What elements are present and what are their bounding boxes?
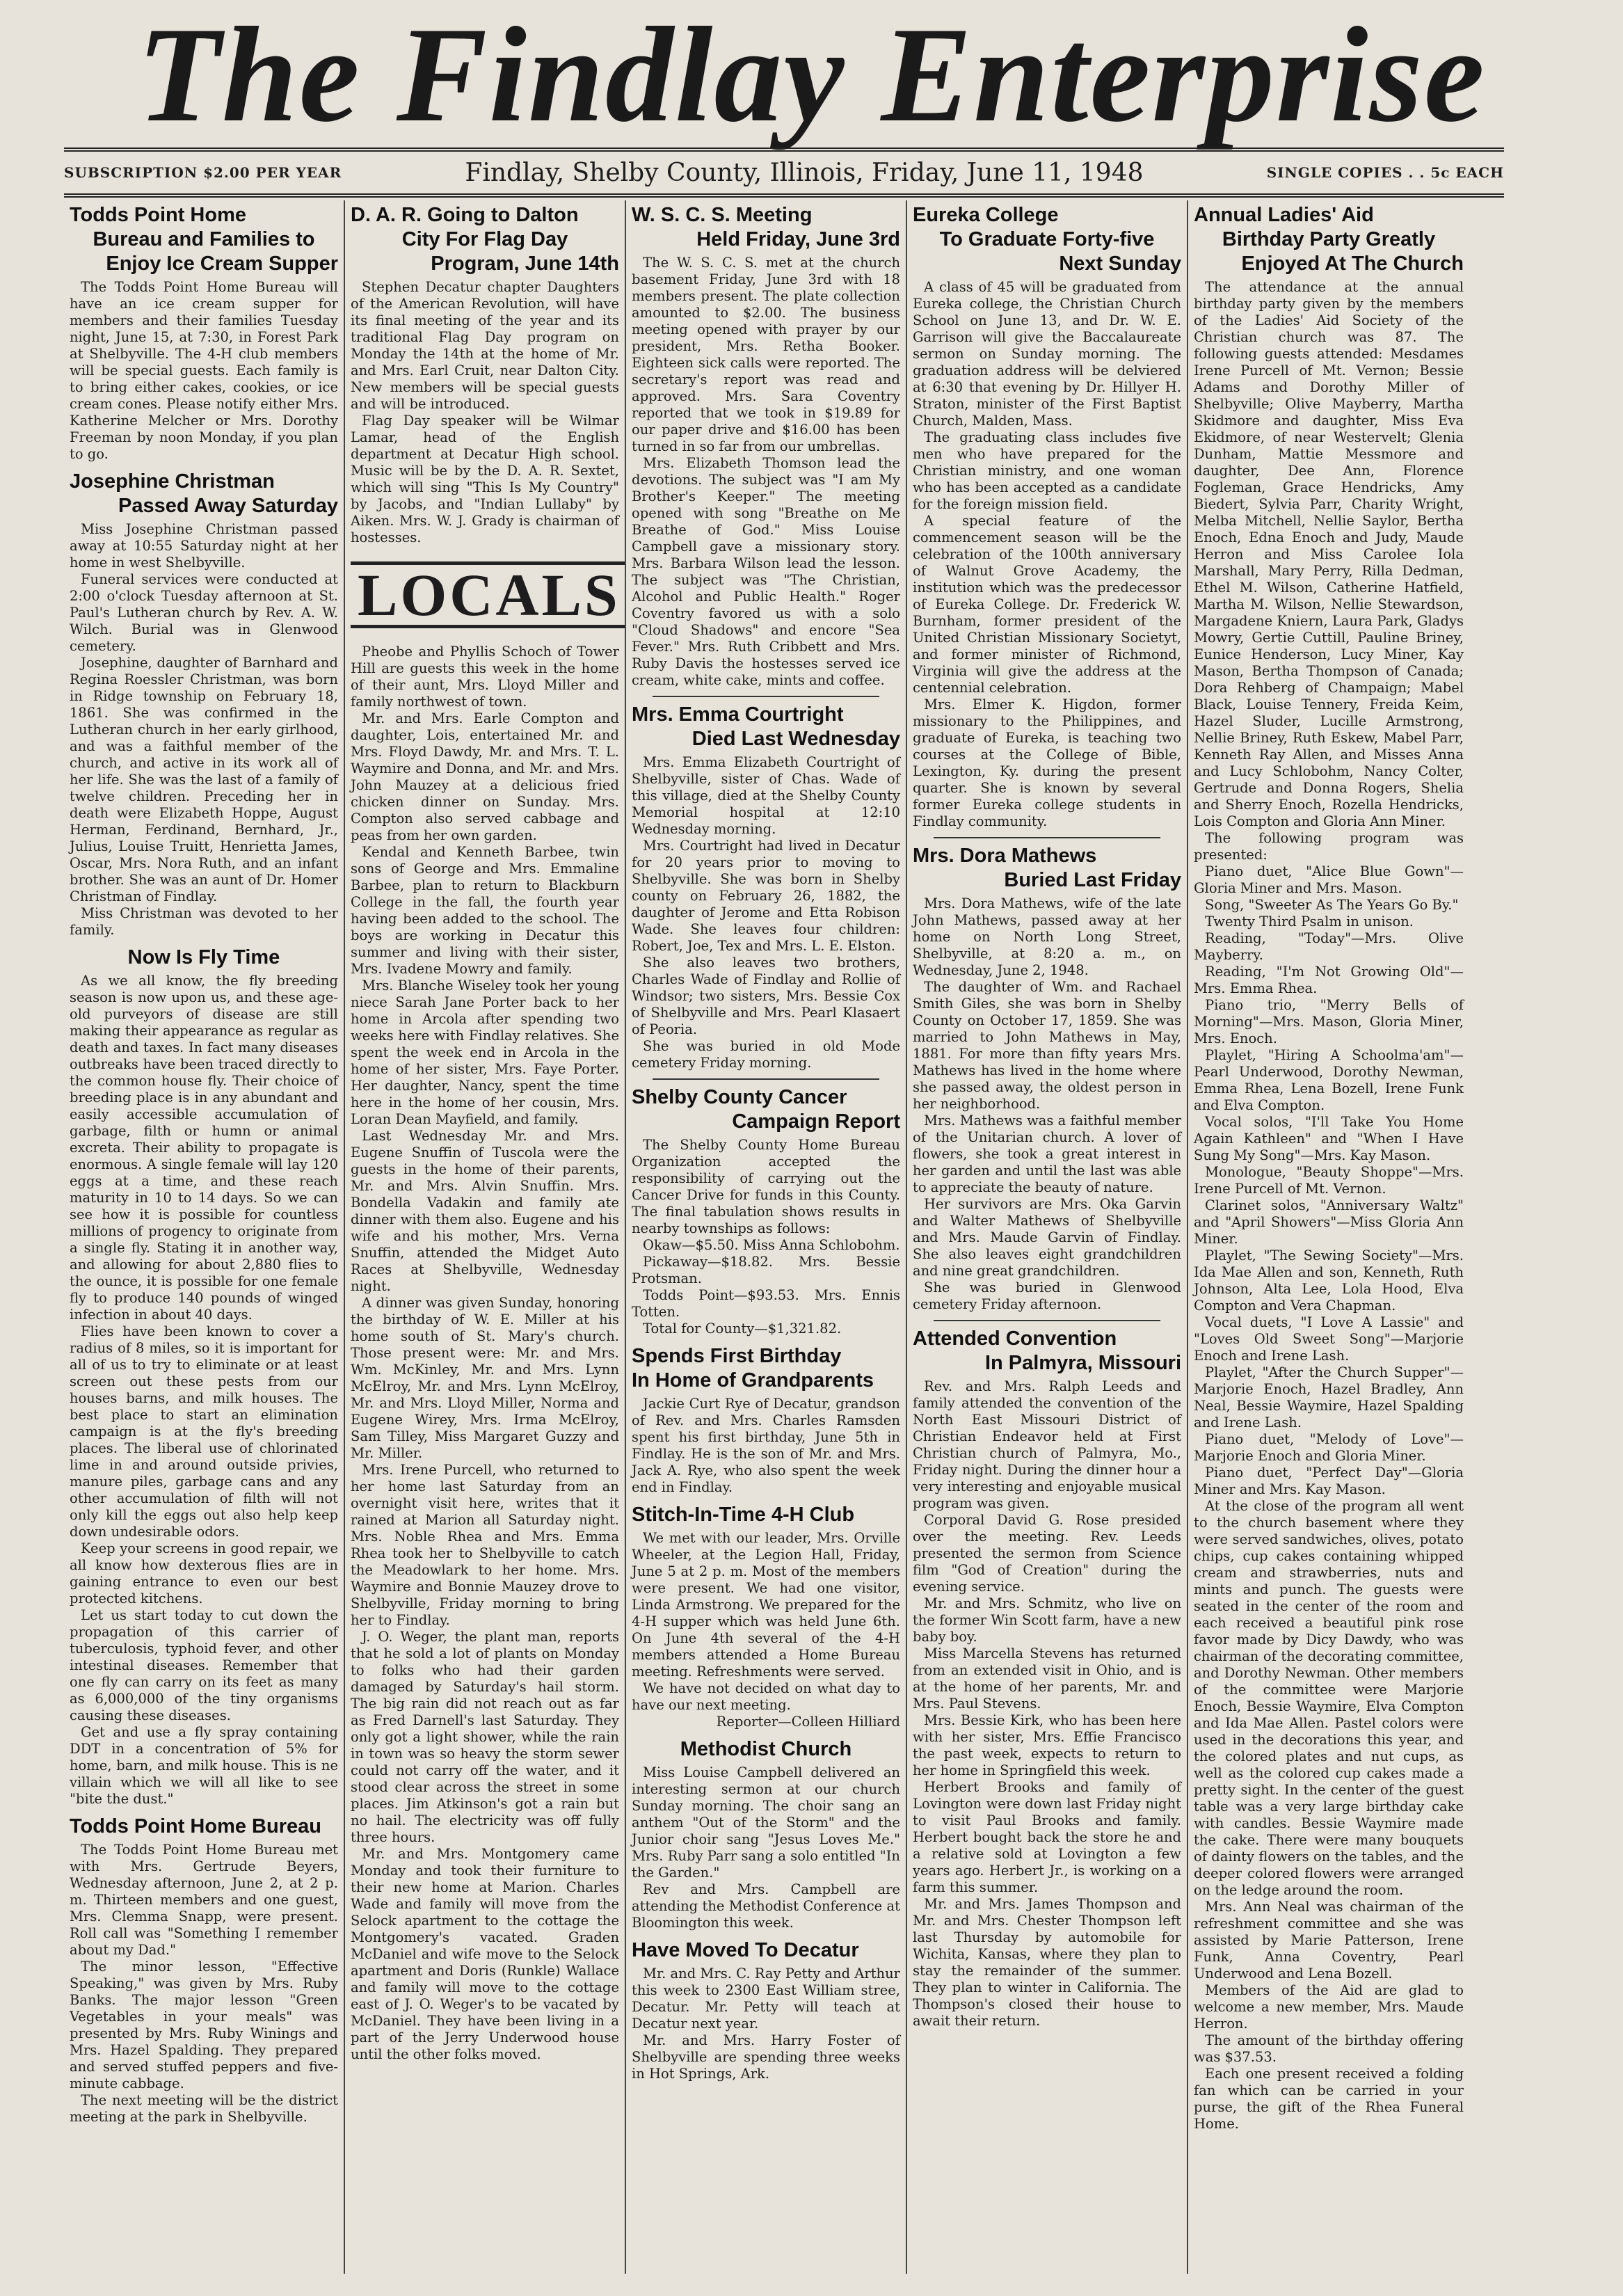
- divider: [653, 1078, 879, 1080]
- masthead: [28, 0, 1595, 150]
- article-fly-time: [70, 946, 338, 1808]
- article-eureka: [913, 203, 1181, 830]
- headline: Attended Convention In Palmyra, Missouri: [913, 1328, 1181, 1374]
- locals-word: LOCALS: [351, 561, 626, 628]
- article-body: Jackie Curt Rye of Decatur, grandson of Rev. and Mrs. Charles Ramsden spent his first birthday, June 5th in Findlay. He is the son of Mr. and Mrs. Jack A. Rye, who also spent the week end in Findlay.: [632, 1396, 900, 1495]
- divider: [934, 837, 1160, 838]
- article-mathews: [913, 844, 1181, 1313]
- dateline-bar: [64, 148, 1504, 198]
- locals-logo: [351, 553, 619, 637]
- headline: Have Moved To Decatur: [632, 1939, 859, 1961]
- article-body: Miss Josephine Christman passed away at 10:55 Saturday night at her home in west Shelbyville. Funeral services were conducted at 2:00 o'clock Tuesday afternoon at St. Paul's Lutheran church by Rev. A. W. Wilch. Burial was in Glenwood cemetery. Josephine, daughter of Barnhard and Regina Roessler Christman, was born in Ridge township on February 18, 1861. She was confirmed in the Lutheran church in her early girlhood, and was a faithful member of the church, and active in its work all of her life. She was the last of a family of twelve children. Preceding her in death were Elizabeth Hoppe, August Herman, Ferdinand, Bernhard, Jr., Julius, Louise Truitt, Henrietta James, Oscar, Mrs. Nora Ruth, and an infant brother. She was an aunt of Dr. Homer Christman of Findlay. Miss Christman was devoted to her family.: [70, 521, 338, 938]
- article-palmyra: [913, 1327, 1181, 2030]
- article-ladies-aid: [1194, 203, 1464, 2132]
- headline: Mrs. Emma Courtright Died Last Wednesday: [632, 703, 900, 750]
- issue-date: Findlay, Shelby County, Illinois, Friday, June 11, 1948: [465, 158, 1144, 187]
- article-wscs: [632, 203, 900, 689]
- page-columns: [64, 200, 1504, 2274]
- article-body: The W. S. C. S. met at the church basement Friday, June 3rd with 18 members present. The plate collection amounted to $2.00. The business meeting opened with prayer by our president, Mrs. Retha Booker. Eighteen sick calls were reported. The secretary's report was read and approved. Mrs. Sara Coventry reported that we took in $19.89 for our paper drive and $16.00 has been turned in so far from our umbrellas. Mrs. Elizabeth Thomson lead the devotions. The subject was "I am My Brother's Keeper." The meeting opened with song "Breathe on Me Breathe of God." Miss Louise Campbell gave a missionary story. Mrs. Barbara Wilson lead the lesson. The subject was "The Christian, Alcohol and Public Health." Roger Coventry favored us with a solo "Cloud Shadows" and encore "Sea Fever." Mrs. Ruth Cribbett and Mrs. Ruby Davis the hostesses served ice cream, white cake, mints and coffee.: [632, 255, 900, 688]
- article-body: Pheobe and Phyllis Schoch of Tower Hill are guests this week in the home of their aunt, Mrs. Lloyd Miller and family northwest of town. Mr. and Mrs. Earle Compton and daughter, Lois, entertained Mr. and Mrs. Floyd Dawdy, Mr. and Mrs. T. L. Waymire and Donna, and Mr. and Mrs. John Mauzey at a delicious fried chicken dinner on Sunday. Mrs. Compton also served cabbage and peas from her own garden. Kendal and Kenneth Barbee, twin sons of George and Mrs. Emmaline Barbee, plan to return to Blackburn College in the fall, the fourth year having been added to the school. The boys are working in Decatur this summer and living with their sister, Mrs. Ivadene Mowry and family. Mrs. Blanche Wiseley took her young niece Sarah Jane Porter back to her home in Arcola after spending two weeks here with Findlay relatives. She spent the week end in Arcola in the home of her sister, Mrs. Faye Porter. Her daughter, Nancy, spent the time here in the home of her cousin, Mrs. Loran Dean Mayfield, and family. Last Wednesday Mr. and Mrs. Eugene Snuffin of Tuscola were the guests in the home of their parents, Mr. and Mrs. Alvin Snuffin. Mrs. Bondella Vadakin and family ate dinner with them also. Eugene and his wife and his mother, Mrs. Verna Snuffin, attended the Midget Auto Races at Shelbyville, Wednesday night. A dinner was given Sunday, honoring the birthday of W. E. Miller at his home south of St. Mary's church. Those present were: Mr. and Mrs. Wm. McKinley, Mr. and Mrs. Lynn McElroy, Mr. and Mrs. Lynn McElroy, Mr. and Mrs. Lloyd Miller, Norma and Eugene Wirey, Mrs. Irma McElroy, Sam Tilley, Miss Margaret Guzzy and Mr. Miller. Mrs. Irene Purcell, who returned to her home last Saturday from an overnight visit here, writes that it rained at Marion all Saturday night. Mrs. Noble Rhea and Mrs. Emma Rhea took her to Shelbyville to catch the Meadowlark to her home. Mrs. Waymire and Bonnie Mauzey drove to Shelbyville, Friday morning to bring her to Findlay. J. O. Weger, the plant man, reports that he sold a lot of plants on Monday to folks who had their garden damaged by Saturday's hail storm. The big rain did not reach out as far as Fred Darnell's last Saturday. They only got a light shower, while the rain in town was so heavy the storm sewer could not carry off the water, and it stood clear across the street in some places. Jim Atkinson's got a rain but no hail. The electricity was off fully three hours. Mr. and Mrs. Montgomery came Monday and took their furniture to their new home at Marion. Charles Wade and family will move from the Selock apartment to the cottage the Montgomery's vacated. Graden McDaniel and wife move to the Selock apartment and Doris (Runkle) Wallace and family will move to the cottage east of J. O. Weger's to be vacated by McDaniel. They have been living in a part of the Jerry Underwood house until the other folks moved.: [351, 644, 619, 2062]
- headline: Annual Ladies' Aid Birthday Party Greatly Enjoyed At The Church: [1194, 204, 1464, 275]
- column-1: [64, 200, 345, 2274]
- headline: Eureka College To Graduate Forty-five Next Sunday: [913, 204, 1181, 275]
- single-copy-price: SINGLE COPIES . . 5c EACH: [1266, 164, 1504, 181]
- article-body: Mrs. Emma Elizabeth Courtright of Shelbyville, sister of Chas. Wade of this village, died at the Shelby County Memorial hospital at 12:10 Wednesday morning. Mrs. Courtright had lived in Decatur for 20 years prior to moving to Shelbyville. She was born in Shelby county on February 26, 1882, the daughter of Jerome and Etta Robison Wade. She leaves four children: Robert, Joe, Tex and Mrs. L. E. Elston. She also leaves two brothers, Charles Wade of Findlay and Rollie of Windsor; two sisters, Mrs. Bessie Cox of Shelbyville and Mrs. Pearl Klasaert of Peoria. She was buried in old Mode cemetery Friday morning.: [632, 754, 900, 1071]
- headline: Josephine Christman Passed Away Saturday: [70, 470, 338, 517]
- article-decatur: [632, 1938, 900, 2082]
- article-locals: [351, 644, 619, 2063]
- article-body: As we all know, the fly breeding season is now upon us, and these age-old purveyors of disease are still making their appearance as regular as death and taxes. In fact many diseases outbreaks have been traced directly to the common house fly. Their choice of breeding place is in any abundant and easily accessible accumulation of garbage, filth or humn or animal excreta. Their ability to propagate is enormous. A single female will lay 120 eggs at a time, and these reach maturity in 10 to 14 days. So we can see how it is possible for countless millions of progency to originate from a single fly. Stating it in another way, and allowing for about 2,880 flies to the ounce, it is possible for one female fly to produce 140 pounds of winged infection in about 40 days. Flies have been known to cover a radius of 8 miles, so it is important for all of us to try to eliminate or at least screen out these pests from our houses barns, and milk houses. The best place to start an elimination campaign is at the fly's breeding places. The liberal use of chlorinated lime in and around outside privies, manure piles, garbage cans and any other accumulation of filth will not only kill the eggs out also help keep down undesirable odors. Keep your screens in good repair, we all know how dexterous flies are in gaining entrance to even our best protected kitchens. Let us start today to cut down the propagation of this carrier of tuberculosis, typhoid fever, and other intestinal diseases. Remember that one fly can carry on its feet as many as 6,000,000 of the tiny organisms causing these diseases. Get and use a fly spray containing DDT in a concentration of 5% for home, barn, and milk house. This is ne villain which we will all like to see "bite the dust.": [70, 973, 338, 1807]
- article-cancer: [632, 1085, 900, 1337]
- headline: Shelby County Cancer Campaign Report: [632, 1086, 900, 1133]
- article-body: Miss Louise Campbell delivered an interesting sermon at our church Sunday morning. The choir sang an anthem "Out of the Storm" and the Junior choir sang "Jesus Loves Me." Mrs. Ruby Parr sang a solo entitled "In the Garden." Rev and Mrs. Campbell are attending the Methodist Conference at Bloomington this week.: [632, 1764, 900, 1931]
- headline: Todds Point Home Bureau and Families to Enjoy Ice Cream Supper: [70, 204, 338, 275]
- article-body: We met with our leader, Mrs. Orville Wheeler, at the Legion Hall, Friday, June 5 at 2 p. m. Most of the members were present. We had one visitor, Linda Armstrong. We prepared for the 4-H supper which was held June 6th. On June 4th several of the 4-H members attended a Home Bureau meeting. Refreshments were served. We have not decided on what day to have our next meeting. Reporter—Colleen Hilliard: [632, 1530, 900, 1730]
- article-body: The Todds Point Home Bureau met with Mrs. Gertrude Beyers, Wednesday afternoon, June 2, at 2 p. m. Thirteen members and one guest, Mrs. Clemma Snapp, were present. Roll call was "Something I remember about my Dad." The minor lesson, "Effective Speaking," was given by Mrs. Ruby Banks. The major lesson "Green Vegetables in your meals" was presented by Mrs. Ruby Winings and Mrs. Hazel Spalding. They prepared and served stuffed peppers and five-minute cabbage. The next meeting will be the district meeting at the park in Shelbyville.: [70, 1842, 338, 2125]
- headline: Methodist Church: [680, 1738, 852, 1760]
- article-christman: [70, 470, 338, 939]
- article-birthday: [632, 1344, 900, 1496]
- article-body: The Todds Point Home Bureau will have an ice cream supper for members and their families Tuesday night, June 15, at 7:30, in Forest Park at Shelbyville. The 4-H club members will be special guests. Each family is to bring either cakes, cookies, or ice cream cones. Please notify either Mrs. Katherine Melcher or Mrs. Dorothy Freeman by noon Monday, if you plan to go.: [70, 279, 338, 462]
- headline: D. A. R. Going to Dalton City For Flag Day Program, June 14th: [351, 204, 619, 275]
- divider: [653, 696, 879, 697]
- article-courtright: [632, 703, 900, 1071]
- article-todds-point: [70, 203, 338, 463]
- article-body: Rev. and Mrs. Ralph Leeds and family attended the convention of the North East Missouri District of Christian Endeavor held at First Christian church of Palmyra, Mo., Friday night. During the dinner hour a very interesting and enjoyable musical program was given. Corporal David G. Rose presided over the meeting. Rev. Leeds presented the sermon from Science film "God of Creation" during the evening service. Mr. and Mrs. Schmitz, who live on the former Win Scott farm, have a new baby boy. Miss Marcella Stevens has returned from an extended visit in Ohio, and is at the home of her parents, Mr. and Mrs. Paul Stevens. Mrs. Bessie Kirk, who has been here with her sister, Mrs. Effie Francisco the past week, expects to return to her home in Springfield this week. Herbert Brooks and family of Lovington were down last Friday night to visit Paul Brooks and family. Herbert bought back the store he and a relative sold at Lovington a few years ago. Herbert Jr., is working on a farm this summer. Mr. and Mrs. James Thompson and Mr. and Mrs. Chester Thompson left last Thursday by automobile for Wichita, Kansas, where they plan to stay the remainder of the summer. They plan to winter in California. The Thompson's closed their house to await their return.: [913, 1378, 1181, 2029]
- headline: Now Is Fly Time: [127, 946, 280, 968]
- article-body: The attendance at the annual birthday party given by the members of the Ladies' Aid Society of the Christian church was 87. The following guests attended: Mesdames Irene Purcell of Mt. Vernon; Bessie Adams and Dorothy Miller of Shelbyville; Olive Mayberry, Martha Skidmore and daughter, Miss Eva Ekidmore, of near Westervelt; Glenia Dunham, Mattie Messmore and daughter, Dee Ann, Florence Fogleman, Grace Hendricks, Amy Biedert, Sylvia Parr, Charity Wright, Melba Mitchell, Nellie Saylor, Bertha Enoch, Edna Enoch and Judy, Maude Herron and Miss Carolee Iola Marshall, Mary Perry, Rilla Dedman, Ethel M. Wilson, Catherine Hatfield, Martha M. Wilson, Nellie Stewardson, Margadene Kniern, Laura Park, Gladys Mowry, Gertie Cuttill, Pauline Briney, Eunice Henderson, Lucy Miner, Kay Mason, Bertha Thompson of Canada; Dora Rehberg of Champaign; Mabel Black, Louise Tennery, Freida Keim, Hazel Sluder, Lucille Armstrong, Nellie Briney, Ruth Eskew, Mabel Parr, Kenneth Ray Allen, and Misses Anna and Lucy Schlobohm, Nancy Colter, Gertrude and Donna Rogers, Shelia and Sherry Enoch, Rozella Hendricks, Lois Compton and Gloria Ann Miner. The following program was presented: Piano duet, "Alice Blue Gown"—Gloria Miner and Mrs. Mason. Song, "Sweeter As The Years Go By." Twenty Third Psalm in unison. Reading, "Today"—Mrs. Olive Mayberry. Reading, "I'm Not Growing Old"—Mrs. Emma Rhea. Piano trio, "Merry Bells of Morning"—Mrs. Mason, Gloria Miner, Mrs. Enoch. Playlet, "Hiring A Schoolma'am"—Pearl Underwood, Dorothy Newman, Emma Rhea, Lena Bozell, Irene Funk and Elva Compton. Vocal solos, "I'll Take You Home Again Kathleen" and "When I Have Sung My Song"—Mrs. Kay Mason. Monologue, "Beauty Shoppe"—Mrs. Irene Purcell of Mt. Vernon. Clarinet solos, "Anniversary Waltz" and "April Showers"—Miss Gloria Ann Miner. Playlet, "The Sewing Society"—Mrs. Ida Mae Allen and son, Kenneth, Ruth Johnson, Alta Lee, Lola Hood, Elva Compton and Vera Chapman. Vocal duets, "I Love A Lassie" and "Loves Old Sweet Song"—Marjorie Enoch and Irene Lash. Playlet, "After the Church Supper"—Marjorie Enoch, Hazel Bradley, Ann Neal, Bessie Waymire, Hazel Spalding and Irene Lash. Piano duet, "Melody of Love"—Marjorie Enoch and Gloria Miner. Piano duet, "Perfect Day"—Gloria Miner and Mrs. Kay Mason. At the close of the program all went to the church basement where they were served sandwiches, olives, potato chips, cup cakes containing whipped cream and strawberries, nuts and mints and punch. The guests were seated in the center of the room and each received a beautiful pink rose favor made by Dicy Dawdy, who was chairman of the decorating committee, and Dorothy Newman. Other members of the committee were Marjorie Enoch, Bessie Waymire, Elva Compton and Ida Mae Allen. Pastel colors were used in the decorations this year, and the colored plates and nut cups, as well as the colored cup cakes made a pretty sight. In the center of the guest table was a very large birthday cake with candles. Bessie Waymire made the cake. There were many bouquets of dainty flowers on the tables, and the deeper colored flowers were arranged on the ledge around the room. Mrs. Ann Neal was chairman of the refreshment committee and she was assisted by Marie Patterson, Irene Funk, Anna Coventry, Pearl Underwood and Lena Bozell. Members of the Aid are glad to welcome a new member, Mrs. Maude Herron. The amount of the birthday offering was $37.53. Each one present received a folding fan which can be carried in your purse, the gift of the Rhea Funeral Home.: [1194, 279, 1464, 2132]
- article-body: The Shelby County Home Bureau Organization accepted the responsibility of carrying out the Cancer Drive for funds in this County. The final tabulation shows results in nearby townships as follows: Okaw—$5.50. Miss Anna Schlobohm. Pickaway—$18.82. Mrs. Bessie Protsman. Todds Point—$93.53. Mrs. Ennis Totten. Total for County—$1,321.82.: [632, 1137, 900, 1337]
- column-3: [626, 200, 907, 2274]
- article-body: Stephen Decatur chapter Daughters of the American Revolution, will have its final meeting of the year and its traditional Flag Day program on Monday the 14th at the home of Mr. and Mrs. Earl Cruit, near Dalton City. New members will be special guests and will be introduced. Flag Day speaker will be Wilmar Lamar, head of the English department at Decatur High school. Music will be by the D. A. R. Sextet, which will sing "This Is My Country" by Jacobs, and "Indian Lullaby" by Aiken. Mrs. W. J. Grady is chairman of hostesses.: [351, 279, 619, 545]
- column-4: [907, 200, 1188, 2274]
- article-methodist: [632, 1737, 900, 1931]
- headline: Todds Point Home Bureau: [70, 1815, 321, 1837]
- article-body: Mrs. Dora Mathews, wife of the late John Mathews, passed away at her home on North Long Street, Shelbyville, at 8:20 a. m., on Wednesday, June 2, 1948. The daughter of Wm. and Rachael Smith Giles, she was born in Shelby County on October 17, 1859. She was married to John Mathews in May, 1881. For more than fifty years Mrs. Mathews has lived in the home where she passed away, the oldest person in her neighborhood. Mrs. Mathews was a faithful member of the Unitarian church. A lover of flowers, she took a great interest in her garden and until the last was able to appreciate the beauty of nature. Her survivors are Mrs. Oka Garvin and Walter Mathews of Shelbyville and Mrs. Maude Garvin of Findlay. She also leaves eight grandchildren and nine great grandchildren. She was buried in Glenwood cemetery Friday afternoon.: [913, 895, 1182, 1312]
- column-2: [345, 200, 626, 2274]
- headline: Mrs. Dora Mathews Buried Last Friday: [913, 845, 1181, 891]
- newspaper-title: The Findlay Enterprise: [137, 0, 1486, 150]
- column-5: [1188, 200, 1469, 2274]
- article-body: Mr. and Mrs. C. Ray Petty and Arthur this week to 2300 East William stree, Decatur. Mr. Petty will teach at Decatur next year. Mr. and Mrs. Harry Foster of Shelbyville are spending three weeks in Hot Springs, Ark.: [632, 1966, 900, 2082]
- headline: Spends First Birthday In Home of Grandparents: [632, 1345, 874, 1392]
- article-dar: [351, 203, 619, 546]
- article-todds-bureau: [70, 1815, 338, 2126]
- headline: W. S. C. S. Meeting Held Friday, June 3rd: [632, 204, 900, 250]
- headline: Stitch-In-Time 4-H Club: [632, 1504, 855, 1526]
- divider: [934, 1320, 1160, 1321]
- article-stitch: [632, 1503, 900, 1730]
- article-body: A class of 45 will be graduated from Eureka college, the Christian Church School on June 13, and Dr. W. E. Garrison will give the Baccalaureate sermon on Sunday morning. The graduation address will be delviered at 6:30 that evening by Dr. Hillyer H. Straton, minister of the First Baptist Church, Malden, Mass. The graduating class includes five men who have prepared for the Christian ministry, and one woman who has been accepted as a candidate for the foreign mission field. A special feature of the commencement season will be the celebration of the 100th anniversary of Walnut Grove Academy, the institution which was the predecessor of Eureka College. Dr. Frederick W. Burnham, former president of the United Christian Missionary Societyt, and former minister of Richmond, Virginia will give the address at the centennial celebration. Mrs. Elmer K. Higdon, former missionary to the Philippines, and graduate of Eureka, is teaching two courses at the College of Bible, Lexington, Ky. during the present quarter. She is known by several former Eureka college students in Findlay community.: [913, 279, 1181, 829]
- subscription-price: SUBSCRIPTION $2.00 PER YEAR: [64, 164, 342, 181]
